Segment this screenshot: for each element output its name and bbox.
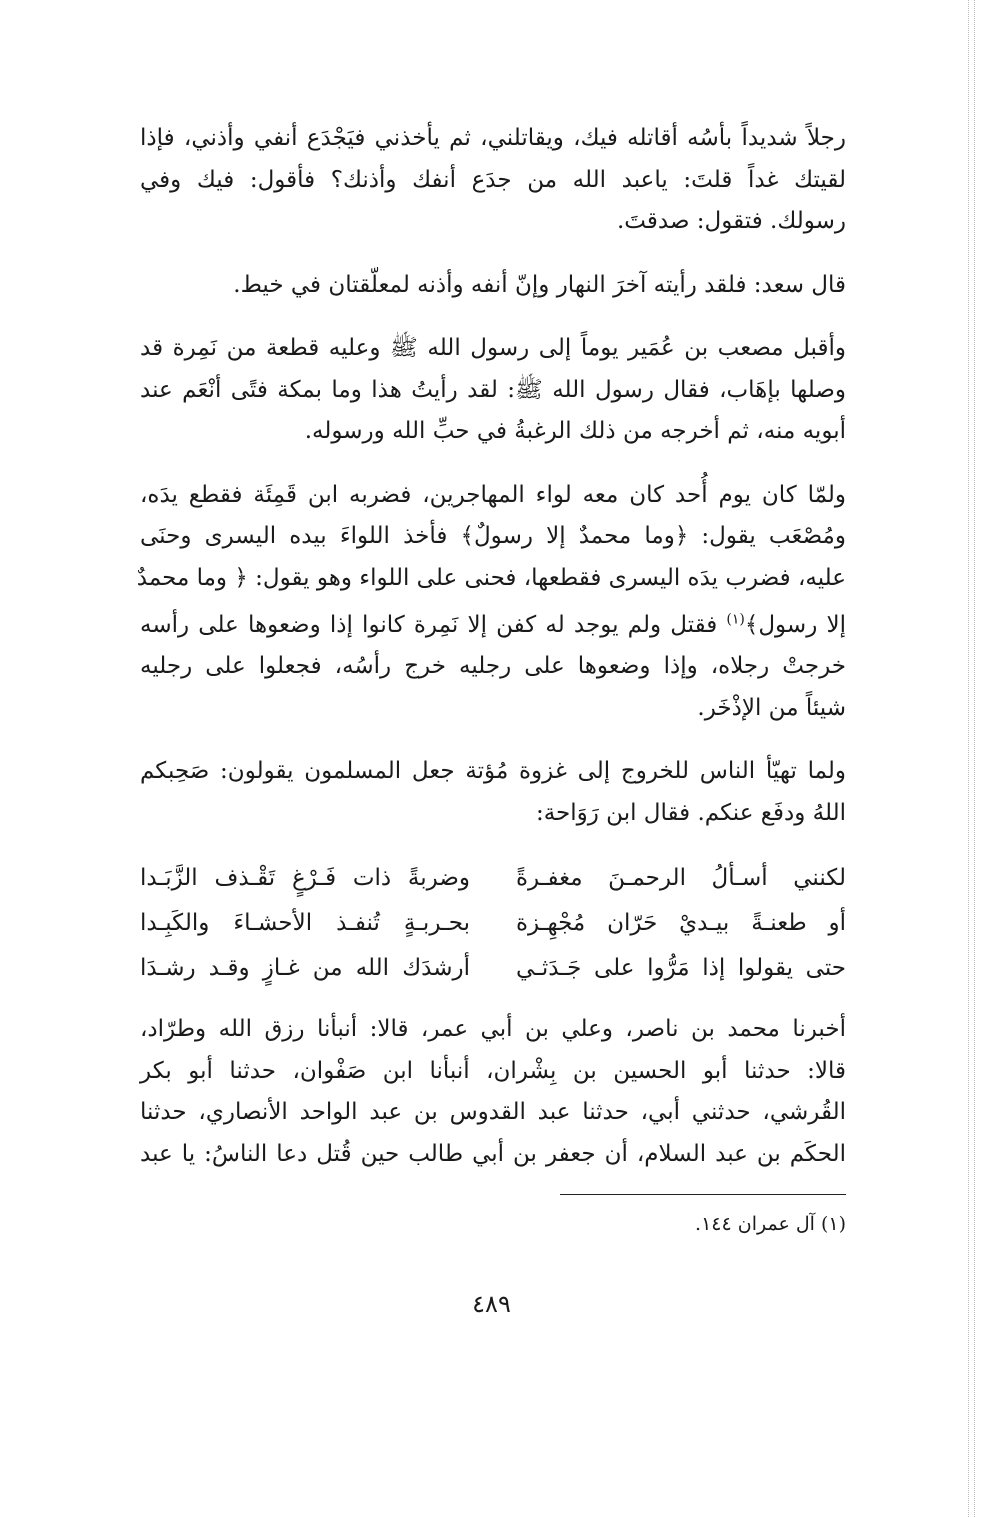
text-line: لقيتك غداً قلتَ: ياعبد الله من جدَع أنفك وأذنك؟ فأقول: فيك وفي [140, 166, 846, 193]
verse-line [140, 901, 846, 946]
text-line: قالا: حدثنا أبو الحسين بن بِشْران، أنبأنا ابن صَفْوان، حدثنا أبو بكر [140, 1057, 846, 1084]
text-line: وصلها بإهَاب، فقال رسول الله ﷺ: لقد رأيتُ هذا وما بمكة فتًى أنْعَم عند [140, 376, 846, 403]
paragraph [140, 118, 846, 243]
verse-first-half: لكنني أسـألُ الرحمـنَ مغفـرةً [516, 865, 846, 892]
text-line: وأقبل مصعب بن عُمَير يوماً إلى رسول الله ﷺ وعليه قطعة من نَمِرة قد [140, 335, 846, 361]
page-number: ٤٨٩ [472, 1290, 511, 1318]
text-line: ولما تهيّأ الناس للخروج إلى غزوة مُؤتة جعل المسلمون يقولون: صَحِبكم [140, 758, 846, 785]
paragraph [140, 751, 846, 834]
text-fragment: إلا رسول﴾$^{(١)}$ فقتل ولم يوجد له كفن إلا نَمِرة كانوا إذا وضعوها على رأسه [140, 611, 846, 638]
verse-line [140, 856, 846, 901]
text-line: رجلاً شديداً بأسُه أقاتله فيك، ويقاتلني، ثم يأخذني فيَجْدَع أنفي وأذني، فإذا [140, 125, 846, 151]
verse-second-half: وضربةً ذات فَـرْغٍ تَقْـذف الزَّبَـدا [140, 865, 470, 892]
poem [140, 856, 846, 991]
verse-second-half: أرشدَك الله من غـازٍ وقـد رشـدَا [140, 955, 470, 982]
footnote-reference: (١) [726, 611, 745, 627]
text-line: شيئاً من الإذْخَر. [697, 694, 846, 721]
text-line: اللهُ ودفَع عنكم. فقال ابن رَوَاحة: [535, 799, 846, 826]
paragraph [140, 328, 846, 453]
text-line: خرجتْ رجلاه، وإذا وضعوها على رجليه خرج رأسُه، فجعلوا على رجليه [140, 653, 846, 680]
verse-first-half: حتى يقولوا إذا مَرُّوا على جَـدَثـي [516, 955, 846, 982]
page-body [136, 118, 846, 1197]
text-line: عليه، فضرب يدَه اليسرى فقطعها، فحنى على اللواء وهو يقول: ﴿ وما محمدٌ [136, 564, 846, 591]
text-line: ومُصْعَب يقول: ﴿وما محمدٌ إلا رسولٌ﴾ فأخذ اللواءَ بيده اليسرى وحنَى [140, 523, 846, 549]
paragraph [140, 1009, 846, 1175]
text-line: قال سعد: فلقد رأيته آخرَ النهار وإنّ أنفه وأذنه لمعلّقتان في خيط. [233, 271, 846, 298]
text-line: أخبرنا محمد بن ناصر، وعلي بن أبي عمر، قالا: أنبأنا رزق الله وطرّاد، [140, 1016, 846, 1043]
paragraph [140, 265, 846, 307]
text-line: رسولك. فتقول: صدقتَ. [617, 208, 846, 234]
footnote-divider [560, 1194, 846, 1195]
text-line: ولمّا كان يوم أُحد كان معه لواء المهاجرين، فضربه ابن قَمِئَة فقطع يدَه، [140, 481, 846, 508]
text-line: القُرشي، حدثني أبي، حدثنا عبد القدوس بن عبد الواحد الأنصاري، حدثنا [140, 1099, 846, 1126]
verse-second-half: بحـربـةٍ تُنفـذ الأحشـاءَ والكَبِـدا [140, 910, 470, 937]
paragraph [136, 475, 846, 730]
text-line: الحكَم بن عبد السلام، أن جعفر بن أبي طالب حين قُتل دعا الناسُ: يا عبد [140, 1140, 846, 1167]
verse-line [140, 946, 846, 991]
text-line: أبويه منه، ثم أخرجه من ذلك الرغبةُ في حبِّ الله ورسوله. [304, 418, 846, 444]
text-line [140, 599, 846, 646]
verse-first-half: أو طعنـةً بيـديْ حَرّان مُجْهِـزة [516, 910, 846, 937]
footnote: (١) آل عمران ١٤٤. [695, 1213, 846, 1235]
